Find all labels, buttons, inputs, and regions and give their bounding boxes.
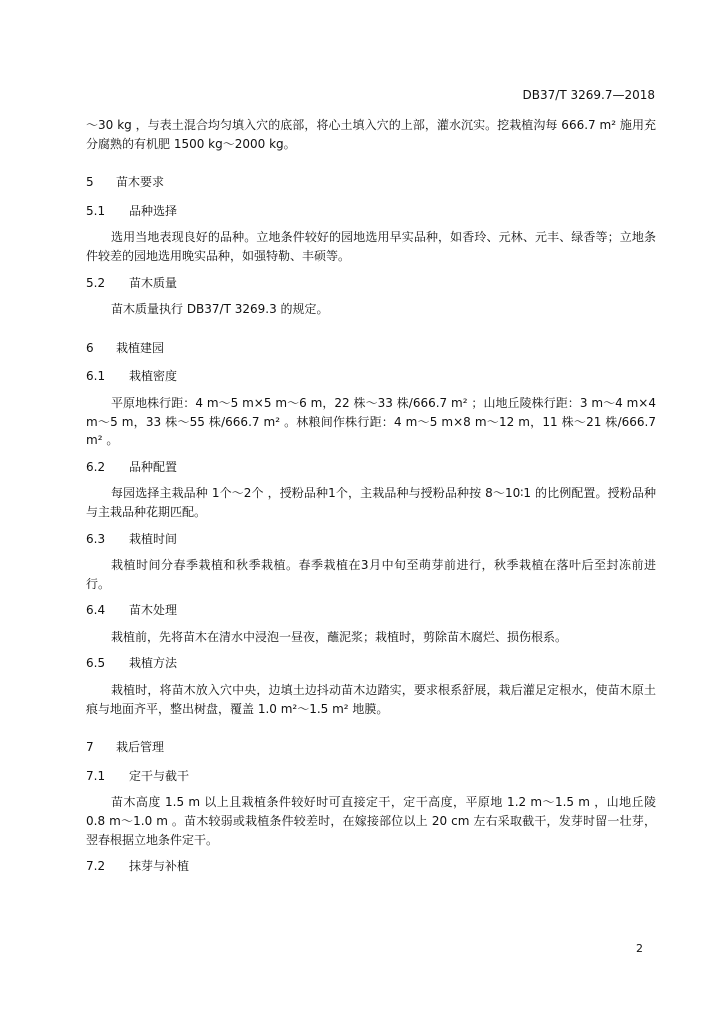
- section-title: 栽植时间: [129, 531, 178, 546]
- section-5-heading: [86, 173, 656, 192]
- section-6-5-text: 栽植时，将苗木放入穴中央，边填土边抖动苗木边踏实，要求根系舒展，栽后灌足定根水，使苗木原土痕与地面齐平，整出树盘，覆盖 1.0 m²～1.5 m² 地膜。: [86, 683, 656, 716]
- section-6-1-heading: [86, 367, 656, 386]
- section-title: 栽植密度: [129, 369, 178, 384]
- section-title: 栽植建园: [116, 340, 165, 355]
- section-number: 6: [86, 340, 94, 355]
- document-id: DB37/T 3269.7—2018: [522, 88, 655, 102]
- section-6-3-text: 栽植时间分春季栽植和秋季栽植。春季栽植在3月中旬至萌芽前进行，秋季栽植在落叶后至封冻前进行。: [86, 558, 656, 591]
- section-title: 栽植方法: [129, 656, 178, 671]
- section-5-2-text: 苗木质量执行 DB37/T 3269.3 的规定。: [111, 302, 329, 317]
- section-6-5-heading: [86, 654, 656, 673]
- section-title: 定干与截干: [129, 768, 190, 783]
- section-number: 7.1: [86, 768, 106, 783]
- section-7-2-heading: [86, 857, 656, 876]
- page-number: 2: [636, 942, 643, 955]
- section-6-2-heading: [86, 458, 656, 477]
- section-title: 苗木要求: [116, 175, 165, 190]
- section-number: 5.1: [86, 203, 106, 218]
- section-title: 栽后管理: [116, 740, 165, 755]
- section-title: 品种选择: [129, 203, 178, 218]
- section-7-1-text: 苗木高度 1.5 m 以上且栽植条件较好时可直接定干，定干高度，平原地 1.2 m～1.5 m ，山地丘陵 0.8 m～1.0 m 。苗木较弱或栽植条件较差时，在嫁接部位以上 20 cm 左右采取截干，发芽时留一壮芽，翌春根据立地条件定干。: [86, 795, 656, 847]
- section-title: 抹芽与补植: [129, 859, 190, 874]
- page-content: [86, 116, 656, 884]
- section-6-4-heading: [86, 601, 656, 620]
- section-6-3-heading: [86, 530, 656, 549]
- section-7-heading: [86, 738, 656, 757]
- section-number: 5: [86, 175, 94, 190]
- section-5-1-heading: [86, 202, 656, 221]
- section-6-1-text: 平原地株行距：4 m～5 m×5 m～6 m，22 株～33 株/666.7 m² ；山地丘陵株行距：3 m～4 m×4 m～5 m，33 株～55 株/666.7 m² 。林粮间作株行距：4 m～5 m×8 m～12 m，11 株～21 株/666.7 m² 。: [86, 395, 656, 448]
- section-7-1-heading: [86, 767, 656, 786]
- section-6-2-text: 每园选择主栽品种 1个～2个 ，授粉品种1个，主栽品种与授粉品种按 8～10∶1 的比例配置。授粉品种与主栽品种花期匹配。: [86, 486, 656, 519]
- section-number: 6.4: [86, 603, 106, 618]
- section-title: 苗木处理: [129, 603, 178, 618]
- section-number: 6.2: [86, 459, 106, 474]
- section-title: 品种配置: [129, 459, 178, 474]
- section-5-1-text: 选用当地表现良好的品种。立地条件较好的园地选用早实品种，如香玲、元林、元丰、绿香等；立地条件较差的园地选用晚实品种，如强特勒、丰硕等。: [86, 230, 656, 263]
- section-number: 6.1: [86, 369, 106, 384]
- section-6-4-text: 栽植前，先将苗木在清水中浸泡一昼夜，蘸泥浆；栽植时，剪除苗木腐烂、损伤根系。: [111, 629, 568, 644]
- section-title: 苗木质量: [129, 275, 178, 290]
- section-number: 7.2: [86, 859, 106, 874]
- section-6-heading: [86, 339, 656, 358]
- section-number: 7: [86, 740, 94, 755]
- section-5-2-heading: [86, 274, 656, 293]
- section-number: 5.2: [86, 275, 106, 290]
- section-number: 6.5: [86, 656, 106, 671]
- continued-paragraph: ～30 kg ，与表土混合均匀填入穴的底部，将心土填入穴的上部，灌水沉实。挖栽植沟每 666.7 m² 施用充分腐熟的有机肥 1500 kg～2000 kg。: [86, 118, 656, 151]
- section-number: 6.3: [86, 531, 106, 546]
